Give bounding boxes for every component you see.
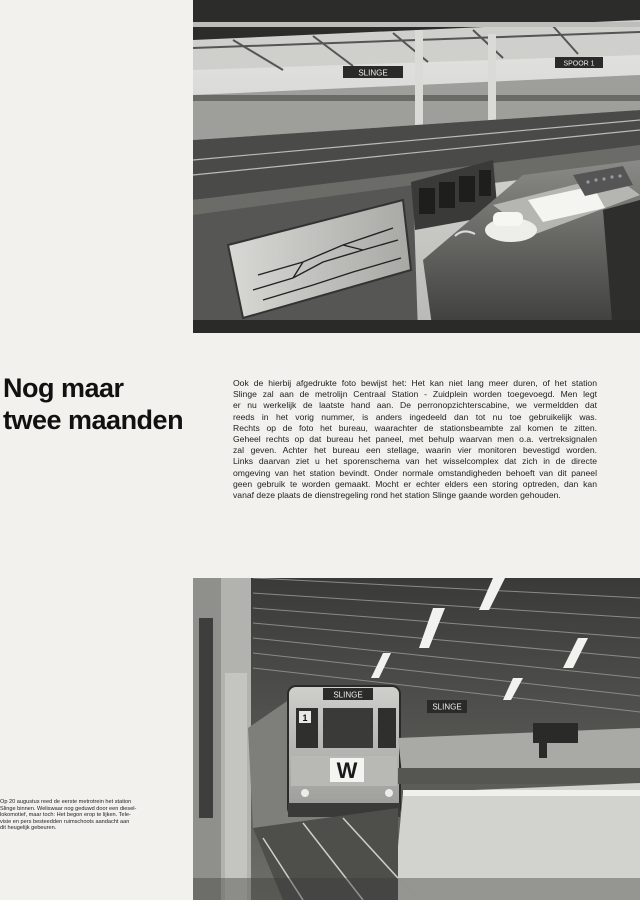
- caption-line: visie en pers besteedden ruimschoots aandacht aan: [0, 818, 130, 825]
- caption-line: dit heugelijk gebeuren.: [0, 825, 57, 832]
- caption-line: Slinge binnen. Weliswaar nog geduwd door een diesel-: [0, 805, 137, 812]
- caption-line: lokomotief, maar toch: Het begon erop te lijken. Tele-: [0, 812, 131, 819]
- article-body: [233, 378, 597, 501]
- body-line: Links daarvan ziet u het sporenschema van het wisselcomplex dat zich in de directe: [233, 456, 597, 467]
- body-line: Ook de hierbij afgedrukte foto bewijst het: Het kan niet lang meer duren, of het station: [233, 378, 597, 388]
- platform-sign-slinge: SLINGE: [432, 702, 462, 712]
- article-headline: [3, 372, 191, 436]
- caption-line: Op 20 augustus reed de eerste metrotrein het station: [0, 799, 132, 805]
- body-line: Slinge zal aan de metrolijn Centraal Station - Zuidplein worden toegevoegd. Men legt: [233, 389, 597, 400]
- metro-logo: [330, 758, 364, 783]
- body-line: er nu werkelijk de laatste hand aan. De perronopzichterscabine, we vermeldden dat: [233, 400, 597, 411]
- body-line: reeds in het vorig nummer, is anders ingedeeld dan tot nu toe gebruikelijk was.: [233, 411, 597, 422]
- metro-train-illustration: [193, 578, 640, 900]
- photo-control-cabin: [193, 0, 640, 333]
- sign-spoor: SPOOR 1: [563, 60, 595, 68]
- body-line: Rechts op de foto het bureau, waarachter de stationsbeambte zal komen te zitten.: [233, 422, 597, 433]
- train-destination-sign: SLINGE: [333, 690, 363, 700]
- body-line: vanaf deze plaats de dienstregeling rond het station Slinge gaande worden gehouden.: [233, 490, 561, 501]
- train-line-number: 1: [302, 713, 308, 723]
- headline-line-1: Nog maar: [3, 373, 124, 403]
- body-line: Geheel rechts op dat bureau het paneel, met behulp waarvan men o.a. vertreksignalen: [233, 434, 597, 445]
- body-line: zal geven. Achter het bureau een stellage, waarin vier monitoren bevestigd worden.: [233, 445, 597, 456]
- body-line: geen gebruik te worden gemaakt. Mocht er echter elders een storing optreden, dan kan: [233, 478, 597, 489]
- sign-slinge-top: SLINGE: [358, 68, 388, 78]
- photo-metro-train: [193, 578, 640, 900]
- photo-caption: [0, 799, 190, 832]
- control-cabin-illustration: [193, 0, 640, 333]
- headline-line-2: twee maanden: [3, 405, 184, 435]
- body-line: omgeving van het station bevindt. Onder normale omstandigheden behoeft van dit paneel: [233, 467, 597, 478]
- logo-letter: W: [336, 758, 358, 783]
